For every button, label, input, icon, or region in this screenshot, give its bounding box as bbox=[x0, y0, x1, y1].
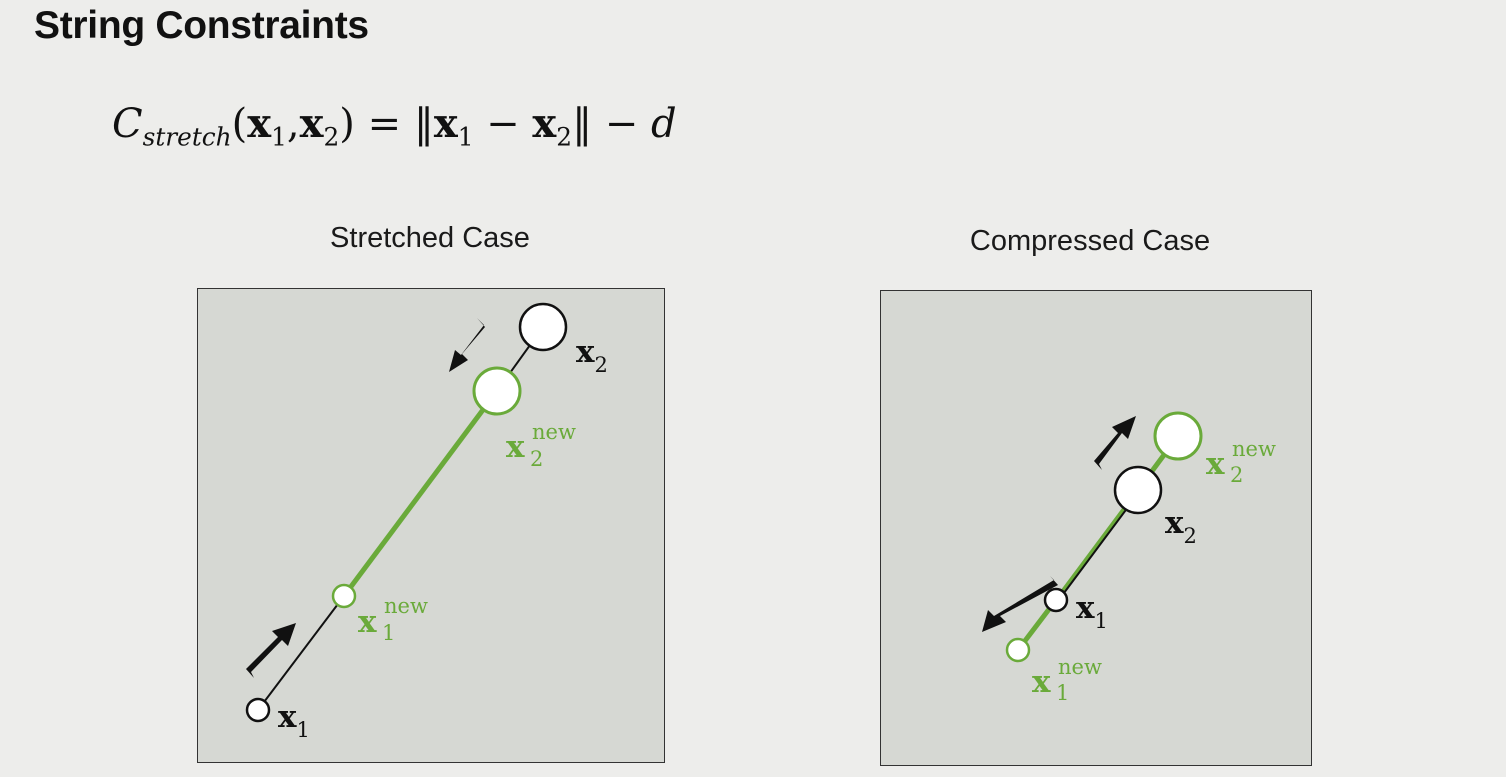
eq-close-paren: ) bbox=[339, 101, 355, 147]
eq-term2-sub: 2 bbox=[556, 122, 573, 152]
eq-c-symbol: C bbox=[112, 101, 143, 147]
eq-minus-2: − bbox=[592, 101, 652, 147]
stretched-rod-lower bbox=[258, 596, 344, 710]
stretched-x2-new-label: x 2new bbox=[506, 420, 576, 471]
stretched-rod-new bbox=[344, 391, 497, 596]
stretched-particle-x1 bbox=[247, 699, 269, 721]
stretched-particle-x2-new bbox=[474, 368, 520, 414]
eq-arg1: x bbox=[247, 100, 272, 147]
eq-comma: , bbox=[286, 101, 300, 147]
compressed-particle-x2-new bbox=[1155, 413, 1201, 459]
eq-c-subscript: stretch bbox=[142, 122, 232, 152]
eq-norm-open: ‖ bbox=[413, 101, 434, 147]
eq-open-paren: ( bbox=[231, 101, 248, 147]
eq-arg2-sub: 2 bbox=[323, 122, 340, 152]
eq-minus: − bbox=[473, 101, 533, 147]
stretched-case-label: Stretched Case bbox=[330, 222, 530, 254]
stretched-x1-new-label: x 1new bbox=[358, 594, 428, 645]
arrow-up-right-icon bbox=[1094, 416, 1136, 470]
stretched-x2-label: $x_2$ bbox=[576, 334, 608, 377]
eq-arg1-sub: 1 bbox=[271, 122, 287, 152]
compressed-particle-x2 bbox=[1115, 467, 1161, 513]
compressed-x2-new-label: x 2new bbox=[1206, 437, 1276, 487]
compressed-case-label: Compressed Case bbox=[969, 225, 1211, 257]
compressed-x1-new-label: x 1new bbox=[1032, 655, 1102, 705]
eq-term1-sub: 1 bbox=[457, 122, 474, 152]
compressed-particle-x1 bbox=[1045, 589, 1067, 611]
compressed-diagram bbox=[982, 413, 1276, 705]
stretched-x1-label: $x_1$ bbox=[278, 699, 310, 742]
slide-title: String Constraints bbox=[34, 4, 369, 47]
eq-equals: = bbox=[354, 101, 414, 147]
compressed-particle-x1-new bbox=[1007, 639, 1029, 661]
stretched-particle-x1-new bbox=[333, 585, 355, 607]
eq-term1: x bbox=[433, 100, 458, 147]
stretched-diagram bbox=[246, 304, 608, 742]
eq-rest-length: d bbox=[651, 101, 677, 147]
arrow-down-left-icon bbox=[449, 318, 485, 372]
compressed-x1-label: $x_1$ bbox=[1076, 590, 1108, 633]
eq-norm-close: ‖ bbox=[572, 101, 593, 147]
stretched-particle-x2 bbox=[520, 304, 566, 350]
compressed-x2-label: $x_2$ bbox=[1165, 505, 1197, 548]
eq-term2: x bbox=[532, 100, 557, 147]
eq-arg2: x bbox=[299, 100, 324, 147]
